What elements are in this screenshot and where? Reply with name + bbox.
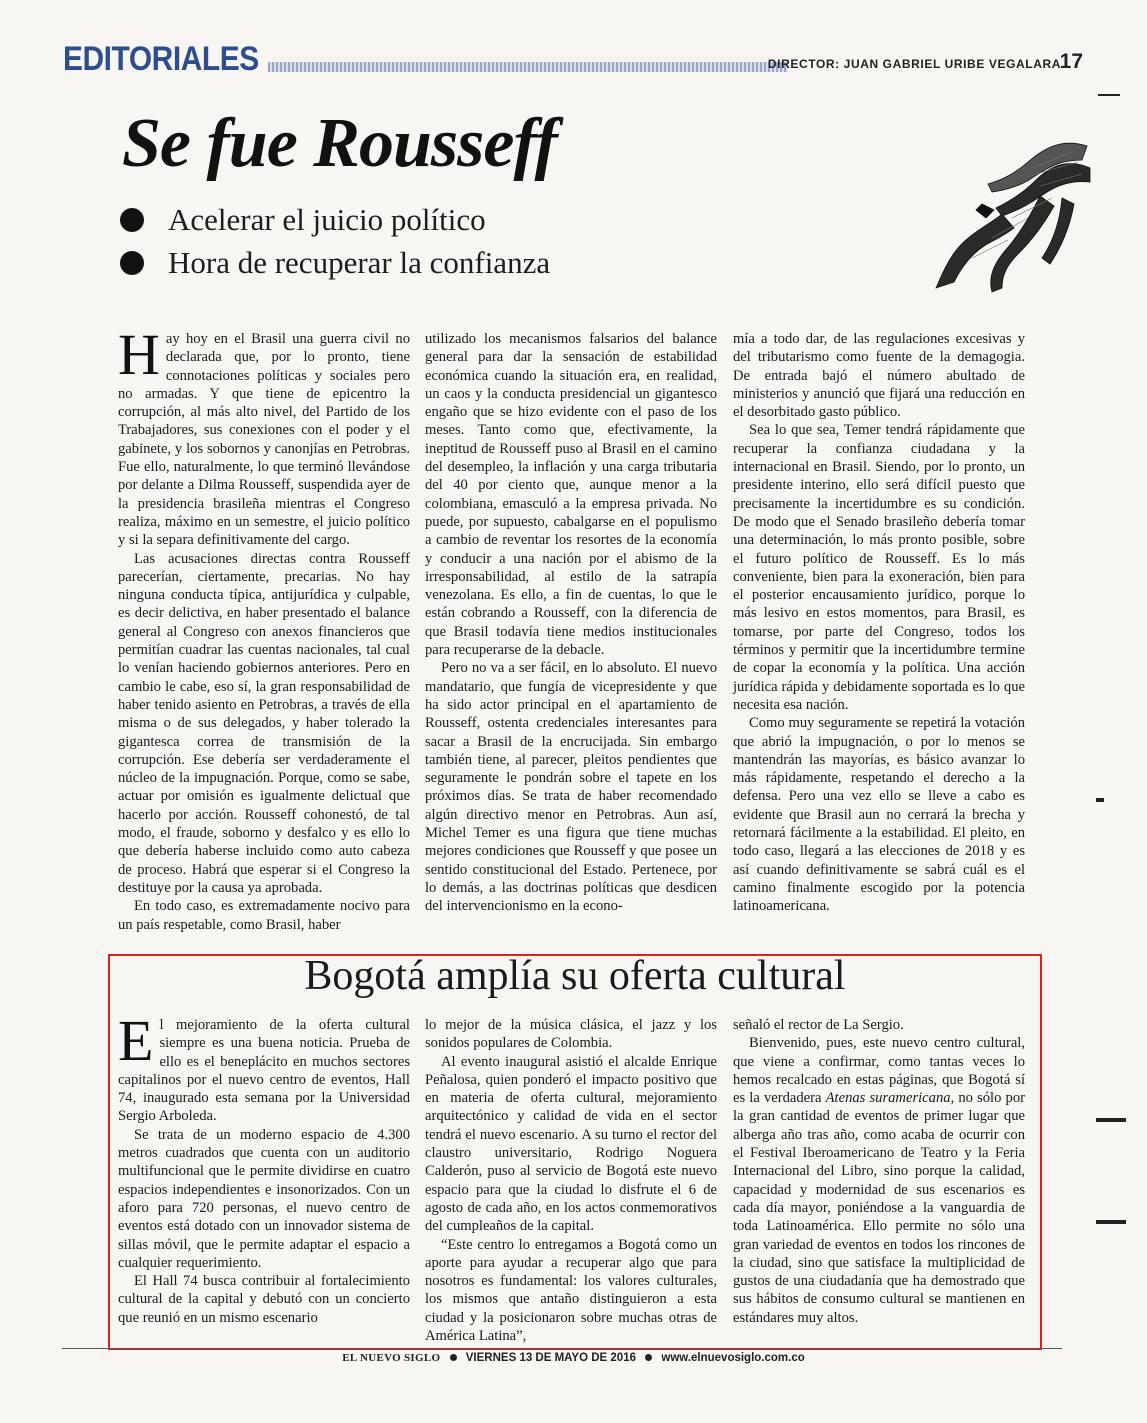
newspaper-logo: EL NUEVO SIGLO bbox=[342, 1352, 441, 1364]
paragraph: Pero no va a ser fácil, en lo absoluto. El nuevo mandatario, que fungía de vicepresidente y que ha sido actor principal en el apartamiento de Rousseff, ostenta credenciales interesantes para sacar a Brasil de la encrucijada. Sin embargo también tiene, al parecer, pleitos pendientes que seguramente le pondrán sobre el tapete en los próximos días. Se trata de haber recomendado algún directivo menor en Petrobras. Aun así, Michel Temer es una figura que tiene muchas mejores condiciones que Rousseff y que posee un sentido constitucional del Estado. Pertenece, por lo demás, a las doctrinas políticas que desdicen del intervencionismo en la econo- bbox=[425, 660, 717, 915]
scan-mark bbox=[1096, 1118, 1126, 1122]
header-rule bbox=[268, 62, 788, 72]
paragraph: Bienvenido, pues, este nuevo centro cultural, que viene a confirmar, como tantas veces lo hemos recalcado en estas páginas, que Bogotá sí es la verdadera Atenas suramericana, no sólo por la gran cantidad de eventos de primer lugar que alberga año tras año, como acaba de ocurrir con el Festival Iberoamericano de Teatro y la Feria Internacional del Libro, sino porque la calidad, capacidad y modernidad de sus escenarios es cada día mayor, poniéndose a la vanguardia de toda Latinoamérica. Ello permite no sólo una gran variedad de eventos en todos los rincones de la ciudad, sino que satisface la multiplicidad de gustos de una ciudadanía que ha demostrado que sus hábitos de consumo cultural se mantienen en estándares muy altos. bbox=[733, 1035, 1025, 1326]
editorial2-column-1 bbox=[118, 1008, 410, 1327]
bullet-icon bbox=[120, 251, 144, 275]
paragraph: señaló el rector de La Sergio. bbox=[733, 1017, 904, 1033]
paragraph: “Este centro lo entregamos a Bogotá como un aporte para ayudar a recuperar algo que para nosotros es fundamental: los valores culturales, los mismos que antaño distinguieron a esta ciudad y la posicionaron sobre muchas otras de América Latina”, bbox=[425, 1236, 717, 1345]
subhead-1 bbox=[120, 202, 486, 238]
bullet-icon bbox=[120, 208, 144, 232]
bullet-icon bbox=[450, 1354, 457, 1361]
footer-url[interactable]: www.elnuevosiglo.com.co bbox=[661, 1352, 805, 1364]
scan-mark bbox=[1096, 1220, 1126, 1224]
paragraph: El Hall 74 busca contribuir al fortalecimiento cultural de la capital y debutó con un concierto que reunió en un mismo escenario bbox=[118, 1273, 410, 1326]
paragraph: lo mejor de la música clásica, el jazz y los sonidos populares de Colombia. bbox=[425, 1017, 717, 1052]
editorial1-column-3 bbox=[733, 330, 1025, 916]
editorial2-column-2 bbox=[425, 1016, 717, 1345]
paragraph: mía a todo dar, de las regulaciones excesivas y del tributarismo como fuente de la demagogia. De entrada bajó el número abultado de ministerios y anunció que fijará una reducción en el desorbitado gasto público. bbox=[733, 331, 1025, 421]
paragraph: Sea lo que sea, Temer tendrá rápidamente que recuperar la confianza ciudadana y la internacional en Brasil. Siendo, por lo pronto, un presidente interino, ello será difícil puesto que precisamente la incertidumbre es su condición. De modo que el Senado brasileño debería tomar una determinación, lo más pronto posible, sobre el futuro político de Rousseff. Es lo más conveniente, bien para la exoneración, bien para el posterior encausamiento jurídico, porque lo más lesivo en estos momentos, para Brasil, es tomarse, por parte del Congreso, todos los términos y permitir que la incertidumbre termine de copar la economía y la política. Una acción jurídica rápida y debidamente soportada es lo que necesita esa nación. bbox=[733, 422, 1025, 713]
subhead-text: Acelerar el juicio político bbox=[168, 202, 486, 237]
paragraph: l mejoramiento de la oferta cultural siempre es una buena noticia. Prueba de ello es el beneplácito en muchos sectores capitalinos por el nuevo centro de eventos, Hall 74, inaugurado esta semana por la Universidad Sergio Arboleda. bbox=[118, 1017, 410, 1125]
bullet-icon bbox=[645, 1354, 652, 1361]
footer bbox=[0, 1352, 1147, 1364]
headline: Se fue Rousseff bbox=[122, 105, 557, 182]
dropcap: H bbox=[118, 322, 160, 387]
cultural-headline: Bogotá amplía su oferta cultural bbox=[304, 953, 846, 999]
editorial1-column-1 bbox=[118, 322, 410, 934]
scan-mark bbox=[1096, 798, 1104, 802]
subhead-2 bbox=[120, 245, 550, 281]
horse-illustration bbox=[932, 128, 1092, 298]
subhead-text: Hora de recuperar la confianza bbox=[168, 245, 551, 280]
footer-date: VIERNES 13 DE MAYO DE 2016 bbox=[465, 1352, 636, 1364]
paragraph: Las acusaciones directas contra Rousseff parecerían, ciertamente, precarias. No hay ninguna conducta típica, antijurídica y culpable, es decir delictiva, en haber presentado el balance general al Congreso con anexos financieros que permitían cuadrar las cuentas nacionales, tal cual lo venían haciendo gobiernos anteriores. Pero en cambio le cabe, eso sí, la gran responsabilidad de haber tenido asiento en Petrobras, a través de ella misma o de sus delegados, y haber tolerado la gigantesca correa de transmisión de la corrupción. Ese debería ser verdaderamente el núcleo de la impugnación. Porque, como se sabe, actuar por omisión es igualmente delictual que hacerlo por acción. Rousseff cohonestó, de tal modo, el fraude, soborno y desfalco y es ello lo que debería haberse incluido como auto cabeza de proceso. Habrá que esperar si el Congreso la destituye por la causa ya aprobada. bbox=[118, 550, 410, 896]
paragraph: Se trata de un moderno espacio de 4.300 metros cuadrados que cuenta con un auditorio multifuncional que le permite dividirse en cuatro espacios independientes e insonorizados. Con un aforo para 720 personas, el nuevo centro de eventos está dotado con un innovador sistema de sillas móvil, que le permite adaptar el espacio a cualquier requerimiento. bbox=[118, 1126, 410, 1271]
director-credit: DIRECTOR: JUAN GABRIEL URIBE VEGALARA bbox=[767, 57, 1061, 71]
paragraph: ay hoy en el Brasil una guerra civil no declarada que, por lo pronto, tiene connotaciones políticas y sociales pero no armadas. Y que tiene de epicentro la corrupción, al más alto nivel, del Partido de los Trabajadores, sus conexiones con el poder y el gabinete, y los sobornos y canonjías en Petrobras. Fue ello, naturalmente, lo que terminó llevándose por delante a Dilma Rousseff, suspendida ayer de la presidencia brasileña mientras el Congreso realiza, máximo en un semestre, el juicio político y si la separa definitivamente del cargo. bbox=[118, 331, 410, 549]
editorial2-column-3 bbox=[733, 1016, 1025, 1327]
scan-mark bbox=[1098, 94, 1120, 96]
paragraph: Como muy seguramente se repetirá la votación que abrió la impugnación, o por lo menos se mantendrán las mayorías, es básico avanzar lo más rápidamente, respetando el derecho a la defensa. Pero una vez ello se lleve a cabo es evidente que Brasil aun no cerrará la brecha y retornará fácilmente a la estabilidad. El pleito, en todo caso, llegará a las elecciones de 2018 y es así cuando definitivamente se sabrá cuál es el camino finalmente escogido por la potencia latinoamericana. bbox=[733, 715, 1025, 915]
page-number: 17 bbox=[1059, 50, 1083, 73]
paragraph: utilizado los mecanismos falsarios del balance general para dar la sensación de estabilidad económica cuando la situación era, en realidad, un caos y la conducta presidencial un gigantesco engaño que se hizo evidente con el paso de los meses. Tanto como que, efectivamente, la ineptitud de Rousseff puso al Brasil en el camino del desempleo, la inflación y una carga tributaria del 40 por ciento que, aunque menor a la colombiana, emasculó a la empresa privada. No puede, por supuesto, cabalgarse en el populismo a cambio de reventar los resortes de la economía y conducir a una nación por el abismo de la irresponsabilidad, al estilo de la satrapía venezolana. Es ello, a fin de cuentas, lo que le están cobrando a Rousseff, con la diferencia de que Brasil todavía tiene medios institucionales para recuperarse de la debacle. bbox=[425, 331, 717, 659]
paragraph: En todo caso, es extremadamente nocivo para un país respetable, como Brasil, haber bbox=[118, 898, 410, 933]
dropcap: E bbox=[118, 1008, 154, 1073]
editorial1-column-2 bbox=[425, 330, 717, 916]
section-title: EDITORIALES bbox=[63, 40, 259, 78]
paragraph: Al evento inaugural asistió el alcalde Enrique Peñalosa, quien ponderó el impacto positivo que en materia de oferta cultural, mejoramiento arquitectónico y calidad de vida en el sector tendrá el nuevo escenario. A su turno el rector del claustro universitario, Rodrigo Noguera Calderón, puso al servicio de Bogotá este nuevo espacio para que la ciudad lo disfrute el 6 de agosto de cada año, en los actos conmemorativos del cumpleaños de la capital. bbox=[425, 1053, 717, 1235]
footer-rule bbox=[62, 1348, 1062, 1349]
